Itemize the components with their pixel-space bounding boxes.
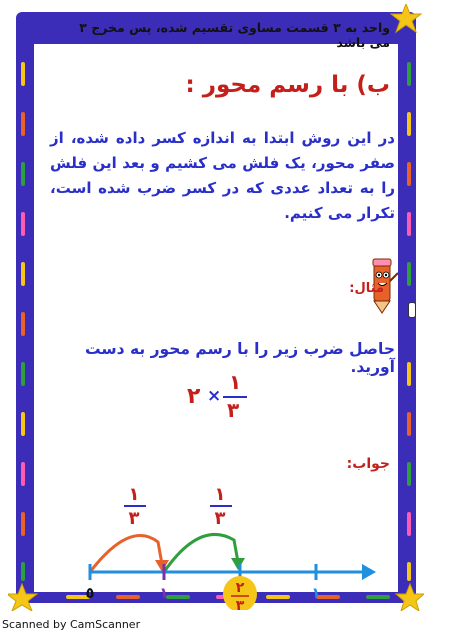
page-marker	[408, 302, 416, 318]
tick-label-zero: ٥	[85, 584, 95, 602]
arrow2-arc	[164, 534, 238, 572]
arrow1-arc	[90, 535, 162, 572]
arrow2-head	[231, 558, 245, 570]
arrow2-numerator: ۱	[214, 484, 226, 505]
tick-label-one: ۱	[311, 584, 321, 602]
answer-label: جواب:	[346, 456, 390, 472]
arrow1-denominator: ۳	[128, 508, 140, 529]
tick-label-two-thirds-numerator: ۲	[235, 580, 245, 596]
multiplication-expression	[185, 372, 265, 422]
question-text: حاصل ضرب زیر را با رسم محور به دست آورید.	[85, 340, 395, 376]
page-top-note: واحد به ۳ قسمت مساوی تقسیم شده، پس مخرج ۳ می باشد	[79, 20, 390, 50]
tick-label-one-third: ۱	[159, 584, 169, 602]
expression-numerator: ۱	[229, 370, 242, 394]
section-heading: ب) با رسم محور :	[185, 72, 390, 98]
tick-label-two-thirds-denominator: ۳	[235, 598, 245, 610]
expression-denominator: ۳	[227, 398, 240, 422]
number-line-diagram	[70, 480, 390, 610]
arrow1-numerator: ۱	[128, 484, 140, 505]
arrow2-denominator: ۳	[214, 508, 226, 529]
scanner-watermark: Scanned by CamScanner	[2, 618, 141, 631]
expression-times: ×	[207, 386, 222, 406]
axis-arrowhead-icon	[362, 564, 376, 580]
method-paragraph: در این روش ابتدا به اندازه کسر داده شده، از صفر محور، یک فلش می کشیم و بعد این فلش را به تعداد عددی که در کسر ضرب شده است، تکرار می کنیم.	[50, 129, 395, 222]
expression-whole: ۲	[187, 384, 201, 409]
example-label: مثال:	[349, 281, 384, 296]
